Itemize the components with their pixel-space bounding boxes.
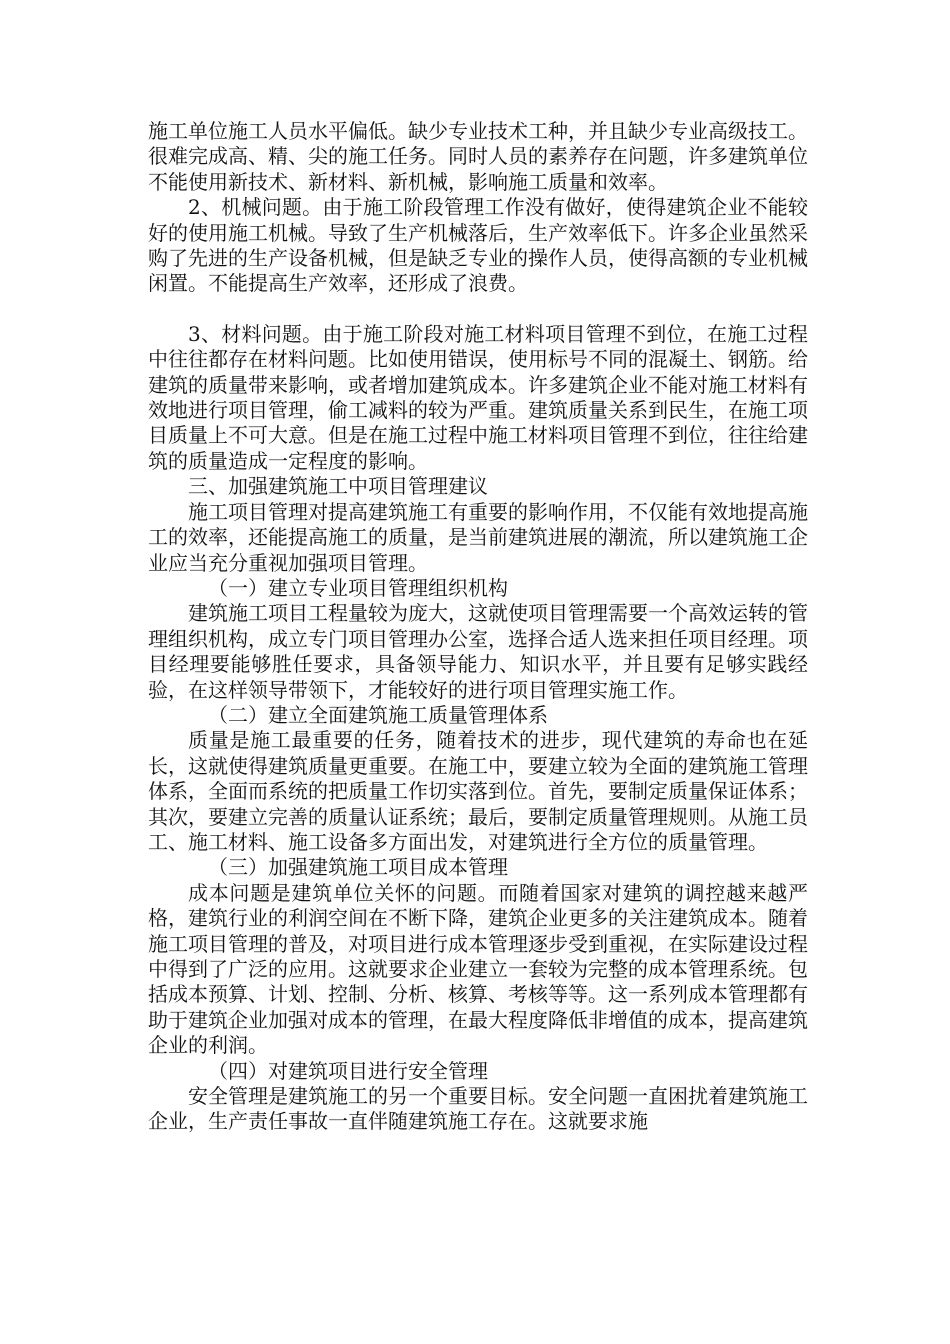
paragraph-suggestions-intro: 施工项目管理对提高建筑施工有重要的影响作用，不仅能有效地提高施工的效率，还能提高施工的质量，是当前建筑进展的潮流，所以建筑施工企业应当充分重视加强项目管理。 [148, 499, 808, 575]
subheading-safety: （四）对建筑项目进行安全管理 [208, 1058, 488, 1083]
paragraph-safety: 安全管理是建筑施工的另一个重要目标。安全问题一直困扰着建筑施工企业，生产责任事故一直伴随建筑施工存在。这就要求施 [148, 1084, 808, 1134]
section-heading-suggestions: 三、加强建筑施工中项目管理建议 [188, 474, 488, 499]
subheading-cost: （三）加强建筑施工项目成本管理 [208, 855, 508, 880]
paragraph-organization: 建筑施工项目工程量较为庞大，这就使项目管理需要一个高效运转的管理组织机构，成立专门项目管理办公室，选择合适人选来担任项目经理。项目经理要能够胜任要求，具备领导能力、知识水平，并且要有足够实践经验，在这样领导带领下，才能较好的进行项目管理实施工作。 [148, 601, 808, 702]
subheading-quality: （二）建立全面建筑施工质量管理体系 [208, 702, 548, 727]
paragraph-material-issue: 3、材料问题。由于施工阶段对施工材料项目管理不到位，在施工过程中往往都存在材料问题。比如使用错误，使用标号不同的混凝土、钢筋。给建筑的质量带来影响，或者增加建筑成本。许多建筑企业不能对施工材料有效地进行项目管理，偷工减料的较为严重。建筑质量关系到民生，在施工项目质量上不可大意。但是在施工过程中施工材料项目管理不到位，往往给建筑的质量造成一定程度的影响。 [148, 321, 808, 473]
paragraph-machinery-issue: 2、机械问题。由于施工阶段管理工作没有做好，使得建筑企业不能较好的使用施工机械。导致了生产机械落后，生产效率低下。许多企业虽然采购了先进的生产设备机械，但是缺乏专业的操作人员，使得高额的专业机械闲置。不能提高生产效率，还形成了浪费。 [148, 195, 808, 296]
subheading-organization: （一）建立专业项目管理组织机构 [208, 575, 508, 600]
document-body [148, 119, 808, 1135]
paragraph-personnel-issue: 施工单位施工人员水平偏低。缺少专业技术工种，并且缺少专业高级技工。很难完成高、精、尖的施工任务。同时人员的素养存在问题，许多建筑单位不能使用新技术、新材料、新机械，影响施工质量和效率。 [148, 119, 808, 194]
paragraph-cost: 成本问题是建筑单位关怀的问题。而随着国家对建筑的调控越来越严格，建筑行业的利润空间在不断下降，建筑企业更多的关注建筑成本。随着施工项目管理的普及，对项目进行成本管理逐步受到重视，在实际建设过程中得到了广泛的应用。这就要求企业建立一套较为完整的成本管理系统。包括成本预算、计划、控制、分析、核算、考核等等。这一系列成本管理都有助于建筑企业加强对成本的管理，在最大程度降低非增值的成本，提高建筑企业的利润。 [148, 880, 808, 1058]
paragraph-quality: 质量是施工最重要的任务，随着技术的进步，现代建筑的寿命也在延长，这就使得建筑质量更重要。在施工中，要建立较为全面的建筑施工管理体系，全面而系统的把质量工作切实落到位。首先，要制定质量保证体系；其次，要建立完善的质量认证系统；最后，要制定质量管理规则。从施工员工、施工材料、施工设备多方面出发，对建筑进行全方位的质量管理。 [148, 728, 808, 854]
